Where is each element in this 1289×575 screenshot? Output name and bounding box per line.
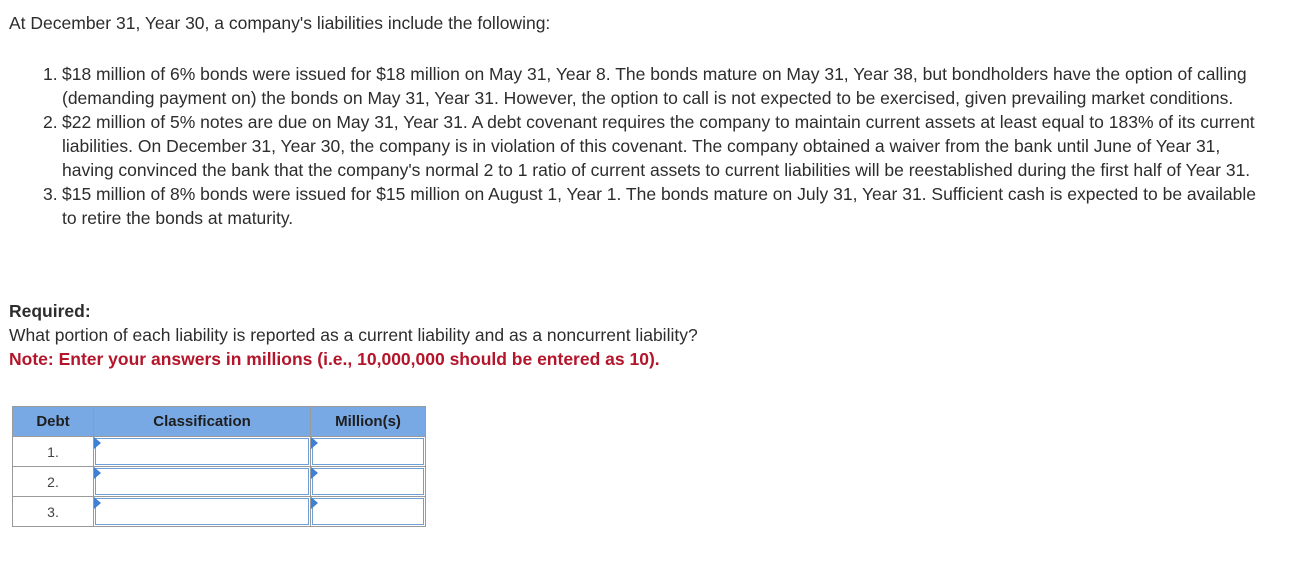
answer-table bbox=[12, 406, 426, 527]
classification-dropdown[interactable] bbox=[95, 468, 309, 495]
table-row bbox=[13, 437, 426, 467]
millions-input[interactable] bbox=[312, 438, 424, 465]
dropdown-marker-icon bbox=[94, 437, 101, 449]
list-item bbox=[43, 62, 1262, 110]
classification-cell bbox=[94, 437, 311, 467]
required-section bbox=[9, 299, 698, 371]
millions-cell bbox=[311, 497, 426, 527]
input-marker-icon bbox=[311, 437, 318, 449]
required-heading: Required: bbox=[9, 301, 91, 321]
header-classification: Classification bbox=[94, 407, 311, 437]
dropdown-marker-icon bbox=[94, 467, 101, 479]
table-row bbox=[13, 497, 426, 527]
item-text: $22 million of 5% notes are due on May 31, Year 31. A debt covenant requires the company to maintain current assets at least equal to 183% of its current liabilities. On December 31, Year 30, the company is in violation of this covenant. The company obtained a waiver from the bank until June of Year 31, having convinced the bank that the company's normal 2 to 1 ratio of current assets to current liabilities will be reestablished during the first half of Year 31. bbox=[62, 112, 1255, 180]
classification-cell bbox=[94, 467, 311, 497]
millions-input[interactable] bbox=[312, 468, 424, 495]
millions-cell bbox=[311, 467, 426, 497]
item-number: 1. bbox=[43, 64, 58, 84]
item-text: $15 million of 8% bonds were issued for $15 million on August 1, Year 1. The bonds mature on July 31, Year 31. Sufficient cash is expected to be available to retire the bonds at maturity. bbox=[62, 184, 1257, 228]
classification-dropdown[interactable] bbox=[95, 438, 309, 465]
classification-cell bbox=[94, 497, 311, 527]
millions-input[interactable] bbox=[312, 498, 424, 525]
dropdown-marker-icon bbox=[94, 497, 101, 509]
item-number: 3. bbox=[43, 184, 58, 204]
list-item bbox=[43, 182, 1262, 230]
required-note: Note: Enter your answers in millions (i.e., 10,000,000 should be entered as 10). bbox=[9, 349, 660, 369]
item-text: $18 million of 6% bonds were issued for $18 million on May 31, Year 8. The bonds mature on May 31, Year 38, but bondholders have the option of calling (demanding payment on) the bonds on May 31, Year 31. However, the option to call is not expected to be exercised, given prevailing market conditions. bbox=[62, 64, 1247, 108]
intro-text: At December 31, Year 30, a company's liabilities include the following: bbox=[9, 13, 551, 33]
debt-number: 2. bbox=[13, 467, 94, 497]
list-item bbox=[43, 110, 1262, 182]
item-number: 2. bbox=[43, 112, 58, 132]
input-marker-icon bbox=[311, 497, 318, 509]
required-question: What portion of each liability is reported as a current liability and as a noncurrent liability? bbox=[9, 325, 698, 345]
debt-number: 3. bbox=[13, 497, 94, 527]
classification-dropdown[interactable] bbox=[95, 498, 309, 525]
table-header-row bbox=[13, 407, 426, 437]
table-row bbox=[13, 467, 426, 497]
header-debt: Debt bbox=[13, 407, 94, 437]
input-marker-icon bbox=[311, 467, 318, 479]
debt-number: 1. bbox=[13, 437, 94, 467]
liability-list bbox=[43, 62, 1262, 230]
header-millions: Million(s) bbox=[311, 407, 426, 437]
millions-cell bbox=[311, 437, 426, 467]
